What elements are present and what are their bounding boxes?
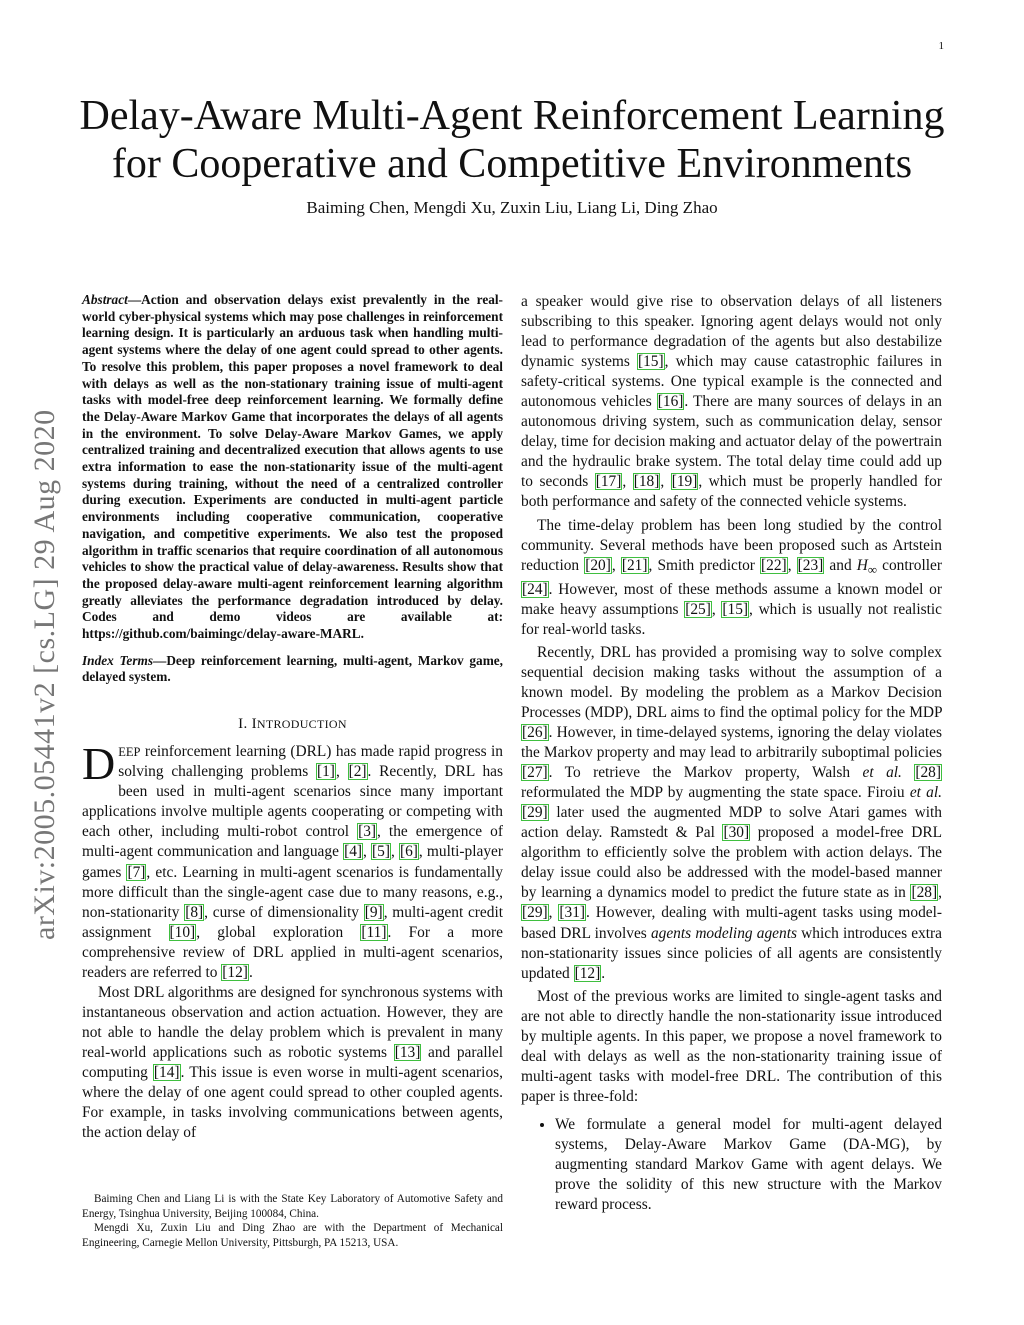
citation-link[interactable]: [15] — [722, 600, 749, 618]
citation-link[interactable]: [31] — [559, 904, 586, 922]
paper-title — [60, 92, 964, 188]
text-span: which introduces extra non-stationarity issues since policies of all agents are consistently updated — [521, 924, 942, 982]
abstract — [82, 292, 503, 643]
text-span: , global exploration — [196, 923, 361, 941]
text-span: . To retrieve the Markov property, Walsh — [548, 764, 863, 782]
citation-link[interactable]: [11] — [361, 923, 387, 941]
right-paragraph-1: a speaker would give rise to observation delays of all listeners subscribing to this speaker. Ignoring agent delays would not only lead to performance degradation of the agents but also destabilize dynamic systems [15], which may cause catastrophic failures in safety-critical systems. One typical example is the connected and autonomous vehicles [16]. There are many sources of delays in an autonomous driving system, such as communication delay, sensor delay, time for decision making and actuator delay of the powertrain and the hydraulic brake system. The total delay time could add up to seconds [17], [18], [19], which must be properly handled for both performance and safety of the connected vehicle systems. — [521, 293, 942, 511]
text-span: a speaker would give rise to observation delays of all listeners subscribing to this speaker. Ignoring agent delays would not only lead to performance degradation of the agents but also destabilize dynamic systems — [521, 293, 942, 371]
citation-link[interactable]: [3] — [358, 823, 377, 841]
intro-paragraph-1: DEEP reinforcement learning (DRL) has made rapid progress in solving challenging problems [1], [2]. Recently, DRL has been used in multi-agent scenarios since many important applications involve multiple agents cooperating or competing with each other, including multi-robot control [3], the emergence of multi-agent communication and language [4], [5], [6], multi-player games [7], etc. Learning in multi-agent scenarios is fundamentally more difficult than the single-agent case due to many reasons, e.g., non-stationarity [8], curse of dimensionality [9], multi-agent credit assignment [10], global exploration [11]. For a more comprehensive review of DRL applied in multi-agent scenarios, readers are referred to [12]. — [82, 738, 503, 981]
citation-link[interactable]: [29] — [522, 804, 548, 822]
right-column — [521, 292, 942, 1215]
citation-link[interactable]: [21] — [621, 556, 648, 574]
citation-link[interactable]: [16] — [657, 393, 684, 411]
citation-link[interactable]: [29] — [522, 904, 548, 922]
text-span: proposed a model-free DRL algorithm to efficiently solve the problem with action delays. The delay issue could also be addressed with the model-based manner by learning a dynamics model to predict the future state as in — [521, 824, 942, 902]
citation-link[interactable]: [23] — [797, 556, 824, 574]
text-span: , which is usually not realistic for real-world tasks. — [521, 600, 942, 638]
intro-paragraph-2 — [82, 983, 503, 1143]
section-number: I. — [238, 716, 248, 733]
right-paragraph-2: The time-delay problem has been long studied by the control community. Several methods have been proposed such as Artstein reduction [20], [21], Smith predictor [22], [23] and $H_\infty$ controller [24]. However, most of these methods assume a known model or make heavy assumptions [25], [15], which is usually not realistic for real-world tasks. — [521, 516, 942, 638]
citation-link[interactable]: [1] — [316, 763, 335, 781]
contribution-item-1: • We formulate a general model for multi-agent delayed systems, Delay-Aware Markov Game (DA-MG), by augmenting standard Markov Game with agent delays. We prove the solidity of this new structure with the Markov reward process. — [555, 1115, 942, 1215]
citation-link[interactable]: [17] — [595, 473, 622, 491]
citation-link[interactable]: [15] — [637, 353, 664, 371]
drop-cap: D — [82, 738, 116, 790]
index-terms-lead: Index Terms — [82, 652, 154, 668]
citation-link[interactable]: [9] — [364, 903, 383, 921]
citation-link[interactable]: [19] — [671, 473, 698, 491]
h-infinity: H — [856, 556, 868, 574]
text-span: Most DRL algorithms are designed for synchronous systems with instantaneous observation and action actuation. However, they are not able to handle the delay problem which is prevalent in many real-world applications such as robotic systems — [82, 983, 503, 1061]
left-column — [82, 292, 503, 1143]
citation-link[interactable]: [25] — [685, 600, 711, 618]
text-span: , which must be properly handled for both performance and safety of the connected vehicle systems. — [521, 473, 942, 511]
authors: Baiming Chen, Mengdi Xu, Zuxin Liu, Liang Li, Ding Zhao — [306, 198, 718, 217]
citation-link[interactable]: [20] — [585, 556, 611, 574]
citation-link[interactable]: [6] — [399, 843, 418, 861]
text-span: and parallel computing — [82, 1043, 503, 1081]
intro-smallcaps: EEP — [118, 745, 141, 760]
title-line-2: for Cooperative and Competitive Environments — [111, 141, 913, 187]
text-span: reformulated the MDP by augmenting the state space. Firoiu — [521, 784, 910, 802]
citation-link[interactable]: [24] — [522, 580, 548, 598]
citation-link[interactable]: [14] — [153, 1063, 180, 1081]
section-title-first: I — [251, 716, 257, 733]
citation-link[interactable]: [22] — [761, 556, 787, 574]
citation-link[interactable]: [26] — [522, 724, 548, 742]
text-span: . However, most of these methods assume a known model or make heavy assumptions — [521, 580, 942, 618]
title-line-1: Delay-Aware Multi-Agent Reinforcement Learning — [79, 93, 945, 139]
text-span: . However, in time-delayed systems, ignoring the delay violates the Markov property and may lead to arbitrarily suboptimal policies — [521, 724, 942, 762]
footnote-1: Baiming Chen and Liang Li is with the State Key Laboratory of Automotive Safety and Energy, Tsinghua University, Beijing 100084, China. — [82, 1193, 503, 1220]
citation-link[interactable]: [2] — [348, 763, 367, 781]
citation-link[interactable]: [28] — [911, 884, 938, 902]
citation-link[interactable]: [30] — [723, 824, 750, 842]
text-span: , etc. Learning in multi-agent scenarios is fundamentally more difficult than the single-agent case due to many reasons, e.g., non-stationarity — [82, 863, 503, 921]
abstract-lead: Abstract — [82, 292, 128, 307]
index-terms-body: —Deep reinforcement learning, multi-agent, Markov game, delayed system. — [82, 652, 503, 685]
citation-link[interactable]: [28] — [915, 764, 941, 782]
text-span: , Smith predictor — [648, 556, 761, 574]
text-span: reinforcement learning (DRL) has made rapid progress in solving challenging problems — [118, 743, 503, 781]
section-heading — [82, 714, 503, 734]
citation-link[interactable]: [10] — [169, 923, 196, 941]
citation-link[interactable]: [12] — [574, 964, 601, 982]
right-paragraph-3: Recently, DRL has provided a promising way to solve complex sequential decision making tasks without the assumption of a known model. By modeling the problem as a Markov Decision Processes (MDP), DRL aims to find the optimal policy for the MDP [26]. However, in time-delayed systems, ignoring the delay violates the Markov property and may lead to arbitrarily suboptimal policies [27]. To retrieve the Markov property, Walsh et al. [28] reformulated the MDP by augmenting the state space. Firoiu et al. [29] later used the augmented MDP to solve Atari games with action delay. Ramstedt & Pal [30] proposed a model-free DRL algorithm to efficiently solve the problem with action delays. The delay issue could also be addressed with the model-based manner by learning a dynamics model to predict the future state as in [28], [29], [31]. However, dealing with multi-agent tasks using model-based DRL involves agents modeling agents which introduces extra non-stationarity issues since policies of all agents are consistently updated [12]. — [521, 643, 942, 982]
text-span: The time-delay problem has been long studied by the control community. Several methods have been proposed such as Artstein reduction — [521, 516, 942, 574]
footnotes — [82, 1192, 503, 1250]
text-span: . However, dealing with multi-agent tasks using model-based DRL involves — [521, 904, 942, 942]
text-span: , the emergence of multi-agent communication and language — [82, 823, 503, 861]
text-span: . This issue is even worse in multi-agent scenarios, where the delay of one agent could spread to other coupled agents. For example, in tasks involving communications between agents, the action delay of — [82, 1063, 503, 1142]
text-span: . Recently, DRL has been used in multi-agent scenarios since many important applications involve multiple agents cooperating or competing with each other, including multi-robot control — [82, 763, 503, 841]
text-span: . For a more comprehensive review of DRL applied in multi-agent scenarios, readers are referred to — [82, 923, 503, 981]
text-span: , multi-agent credit assignment — [82, 903, 503, 941]
et-al: et al. — [862, 764, 902, 782]
citation-link[interactable]: [4] — [344, 843, 363, 861]
footnote-2: Mengdi Xu, Zuxin Liu and Ding Zhao are with the Department of Mechanical Engineering, Carnegie Mellon University, Pittsburgh, PA 15213, USA. — [82, 1222, 503, 1249]
citation-link[interactable]: [12] — [222, 963, 248, 981]
section-title-rest: NTRODUCTION — [256, 717, 347, 732]
citation-link[interactable]: [8] — [185, 903, 204, 921]
et-al: et al. — [909, 784, 942, 802]
right-paragraph-4: Most of the previous works are limited to single-agent tasks and are not able to directly handle the non-stationarity issue introduced by multiple agents. In this paper, we propose a novel framework to deal with delays as well as the non-stationarity training issue of multi-agent tasks with model-free DRL. The contribution of this paper is three-fold: — [521, 987, 942, 1105]
text-span: Recently, DRL has provided a promising way to solve complex sequential decision making tasks without the assumption of a known model. By modeling the problem as a Markov Decision Processes (MDP), DRL aims to find the optimal policy for the MDP — [521, 643, 942, 722]
text-span: , curse of dimensionality — [204, 903, 364, 921]
text-span: . There are many sources of delays in an autonomous driving system, such as communication delay, sensor delay, time for decision making and actuator delay of the powertrain and the hydraulic brake system. The total delay time could add up to seconds — [521, 393, 942, 491]
citation-link[interactable]: [7] — [127, 863, 146, 881]
page-number: 1 — [938, 40, 944, 52]
citation-link[interactable]: [18] — [633, 473, 660, 491]
text-span: controller — [877, 556, 942, 574]
text-span: , multi-player games — [82, 843, 503, 881]
arxiv-stamp: arXiv:2005.05441v2 [cs.LG] 29 Aug 2020 — [28, 409, 61, 940]
infinity-subscript: ∞ — [867, 562, 878, 577]
abstract-body: —Action and observation delays exist prevalently in the real-world cyber-physical systems which may pose challenges in reinforcement learning design. It is particularly an arduous task when handling multi-agent systems where the delay of one agent could spread to other agents. To resolve this problem, this paper proposes a novel framework to deal with delays as well as the non-stationary training issue of multi-agent tasks with model-free deep reinforcement learning. We formally define the Delay-Aware Markov Game that incorporates the delays of all agents in the environment. To solve Delay-Aware Markov Games, we apply centralized training and decentralized execution that allows agents to use extra information to ease the non-stationarity issue of the multi-agent systems during training, without the need of a centralized controller during execution. Experiments are conducted in multi-agent particle environments including cooperative communication, cooperative navigation, and competitive experiments. We also test the proposed algorithm in traffic scenarios that require coordination of all autonomous vehicles to show the practical value of delay-awareness. Results show that the proposed delay-aware multi-agent reinforcement learning algorithm greatly alleviates the performance degradation introduced by delay. Codes and demo videos are available at: https://github.com/baimingc/delay-aware-MARL. — [82, 292, 503, 642]
citation-link[interactable]: [5] — [372, 843, 390, 861]
contribution-list — [521, 1115, 942, 1215]
citation-link[interactable]: [13] — [394, 1043, 421, 1061]
text-span: , which may cause catastrophic failures in safety-critical systems. One typical example is the connected and autonomous vehicles — [521, 353, 942, 411]
emphasis: agents modeling agents — [650, 924, 797, 942]
citation-link[interactable]: [27] — [522, 764, 548, 782]
text-span: later used the augmented MDP to solve Atari games with action delay. Ramstedt & Pal — [521, 804, 942, 842]
index-terms — [82, 653, 503, 686]
